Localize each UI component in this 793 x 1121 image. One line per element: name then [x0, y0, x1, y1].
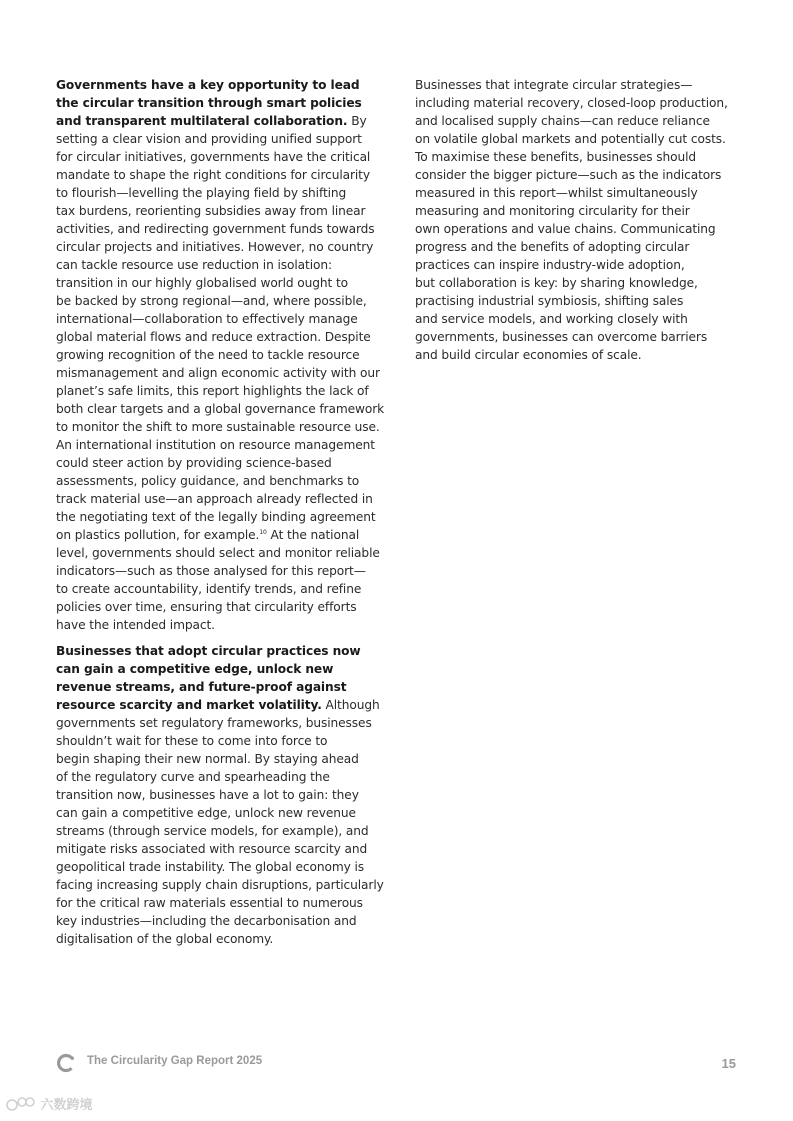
text-line: can gain a competitive edge, unlock new revenue: [56, 806, 356, 820]
text-line: begin shaping their new normal. By staying ahead: [56, 752, 359, 766]
circularity-logo-icon: [56, 1053, 76, 1073]
report-title: The Circularity Gap Report 2025: [87, 1055, 263, 1067]
text-line: To maximise these benefits, businesses should: [415, 150, 697, 164]
text-fragment: on plastics pollution, for example.: [56, 528, 260, 542]
text-line: have the intended impact.: [56, 618, 215, 632]
watermark: [6, 1094, 93, 1116]
text-line: [56, 526, 381, 544]
text-line: the negotiating text of the legally binding agreement: [56, 510, 376, 524]
text-line: indicators—such as those analysed for this report—: [56, 564, 366, 578]
text-line: activities, and redirecting government funds towards: [56, 222, 375, 236]
text-line: consider the bigger picture—such as the indicators: [415, 168, 722, 182]
text-line: An international institution on resource management: [56, 438, 375, 452]
text-line: progress and the benefits of adopting circular: [415, 240, 690, 254]
text-line: own operations and value chains. Communicating: [415, 222, 716, 236]
text-line: can tackle resource use reduction in isolation:: [56, 258, 332, 272]
text-line: growing recognition of the need to tackle resource: [56, 348, 360, 362]
text-line: level, governments should select and monitor reliable: [56, 546, 380, 560]
text-line: could steer action by providing science-based: [56, 456, 332, 470]
text-line: key industries—including the decarbonisation and: [56, 914, 357, 928]
text-line: and build circular economies of scale.: [415, 348, 642, 362]
watermark-text: 六数跨境: [40, 1098, 93, 1113]
text-line: Businesses that integrate circular strategies—: [415, 78, 693, 92]
text-line: mitigate risks associated with resource scarcity and: [56, 842, 368, 856]
page-number: 15: [721, 1056, 736, 1071]
text-line: international—collaboration to effectively manage: [56, 312, 358, 326]
text-line: and service models, and working closely with: [415, 312, 688, 326]
text-line: measured in this report—whilst simultaneously: [415, 186, 698, 200]
text-line: global material flows and reduce extraction. Despite: [56, 330, 371, 344]
text-line: mandate to shape the right conditions for circularity: [56, 168, 370, 182]
text-line: to monitor the shift to more sustainable resource use.: [56, 420, 380, 434]
text-line: mismanagement and align economic activity with our: [56, 366, 380, 380]
text-line: on volatile global markets and potentially cut costs.: [415, 132, 726, 146]
text-line: shouldn’t wait for these to come into force to: [56, 734, 328, 748]
text-fragment: Although: [321, 698, 380, 712]
businesses-paragraph: [56, 642, 384, 948]
text-line: tax burdens, reorienting subsidies away from linear: [56, 204, 366, 218]
bold-lead: revenue streams, and future-proof against: [56, 680, 347, 694]
governments-paragraph: [56, 76, 385, 634]
text-line: governments set regulatory frameworks, businesses: [56, 716, 372, 730]
text-line: transition now, businesses have a lot to gain: they: [56, 788, 359, 802]
bold-lead: resource scarcity and market volatility.: [56, 698, 322, 712]
text-line: including material recovery, closed-loop production,: [415, 96, 728, 110]
text-line: for the critical raw materials essential to numerous: [56, 896, 363, 910]
text-line: planet’s safe limits, this report highlights the lack of: [56, 384, 369, 398]
bold-lead: Governments have a key opportunity to lead: [56, 78, 360, 92]
text-line: be backed by strong regional—and, where possible,: [56, 294, 367, 308]
text-line: [56, 696, 381, 714]
footnote-ref[interactable]: 10: [259, 529, 267, 536]
text-line: [56, 76, 381, 94]
text-line: [56, 112, 381, 130]
text-line: facing increasing supply chain disruptions, particularly: [56, 878, 384, 892]
watermark-logo-icon: [6, 1095, 36, 1113]
page-footer: [56, 1052, 736, 1076]
text-line: practising industrial symbiosis, shifting sales: [415, 294, 684, 308]
right-column: [415, 76, 730, 372]
text-line: for circular initiatives, governments have the critical: [56, 150, 371, 164]
text-line: [56, 94, 381, 112]
text-line: assessments, policy guidance, and benchmarks to: [56, 474, 360, 488]
text-line: transition in our highly globalised world ought to: [56, 276, 349, 290]
text-line: circular projects and initiatives. However, no country: [56, 240, 374, 254]
left-column: [56, 76, 385, 956]
text-line: but collaboration is key: by sharing knowledge,: [415, 276, 698, 290]
text-line: policies over time, ensuring that circularity efforts: [56, 600, 357, 614]
text-fragment: By: [347, 114, 367, 128]
text-line: streams (through service models, for example), and: [56, 824, 369, 838]
text-line: governments, businesses can overcome barriers: [415, 330, 708, 344]
text-fragment: At the national: [266, 528, 360, 542]
text-line: geopolitical trade instability. The global economy is: [56, 860, 365, 874]
text-line: and localised supply chains—can reduce reliance: [415, 114, 710, 128]
bold-lead: and transparent multilateral collaboration.: [56, 114, 348, 128]
text-line: setting a clear vision and providing unified support: [56, 132, 362, 146]
text-line: digitalisation of the global economy.: [56, 932, 274, 946]
text-line: practices can inspire industry-wide adoption,: [415, 258, 685, 272]
text-line: to create accountability, identify trends, and refine: [56, 582, 362, 596]
strategies-paragraph: [415, 76, 730, 364]
text-line: track material use—an approach already reflected in: [56, 492, 373, 506]
text-line: both clear targets and a global governance framework: [56, 402, 385, 416]
bold-lead: Businesses that adopt circular practices now: [56, 644, 361, 658]
text-line: of the regulatory curve and spearheading the: [56, 770, 330, 784]
bold-lead: the circular transition through smart policies: [56, 96, 362, 110]
bold-lead: can gain a competitive edge, unlock new: [56, 662, 334, 676]
text-line: measuring and monitoring circularity for their: [415, 204, 690, 218]
text-line: to flourish—levelling the playing field by shifting: [56, 186, 347, 200]
